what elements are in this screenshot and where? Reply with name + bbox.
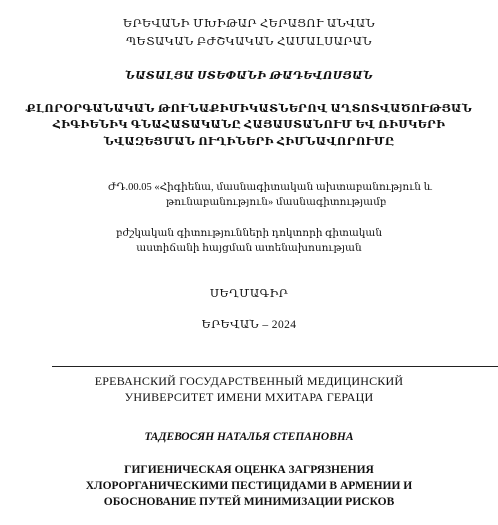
armenian-title-line-2: ՀԻԳԻԵՆԻԿ ԳՆԱՀԱՏԱԿԱՆԸ ՀԱՅԱՍՏԱՆՈՒՄ ԵՎ ՌԻՍԿԵՐԻ — [52, 119, 446, 131]
armenian-title-line-3: ՆՎԱԶԵՑՄԱՆ ՈՒՂԻՆԵՐԻ ՀԻՄՆԱՎՈՐՈՒՄԸ — [103, 136, 395, 148]
armenian-university-line-2: ՊԵՏԱԿԱՆ ԲԺՇԿԱԿԱՆ ՀԱՄԱԼՍԱՐԱՆ — [126, 36, 372, 48]
section-divider — [52, 366, 498, 367]
armenian-abstract-label: ՍԵՂՄԱԳԻՐ — [209, 288, 289, 300]
armenian-university-line-1: ԵՐԵՎԱՆԻ ՄԽԻԹԱՐ ՀԵՐԱՑՈՒ ԱՆՎԱՆ — [123, 18, 375, 30]
armenian-specialty-block — [108, 180, 468, 210]
armenian-title-line-1: ՔԼՈՐՕՐԳԱՆԱԿԱՆ ԹՈՒՆԱՔԻՄԻԿԱՏՆԵՐՈՎ ԱՂՏՈՏՎԱԾՈՒԹՅԱՆ — [25, 103, 473, 115]
armenian-degree-line-1: բժշկական գիտությունների դոկտորի գիտական — [115, 228, 383, 239]
russian-title-line-2: ХЛОРОРГАНИЧЕСКИМИ ПЕСТИЦИДАМИ В АРМЕНИИ И — [85, 480, 413, 492]
russian-title-line-1: ГИГИЕНИЧЕСКАЯ ОЦЕНКА ЗАГРЯЗНЕНИЯ — [124, 464, 374, 476]
armenian-degree-line-2: աստիճանի հայցման ատենախոսության — [136, 243, 362, 254]
armenian-city-year: ԵՐԵՎԱՆ – 2024 — [201, 319, 297, 331]
armenian-specialty-line-2: թունաբանություն» մասնագիտությամբ — [166, 197, 387, 208]
russian-university-line-1: ЕРЕВАНСКИЙ ГОСУДАРСТВЕННЫЙ МЕДИЦИНСКИЙ — [94, 374, 404, 388]
russian-author-name: ТАДЕВОСЯН НАТАЛЬЯ СТЕПАНОВНА — [144, 431, 354, 443]
armenian-specialty-line-1: «Հիգիենա, մասնագիտական ախտաբանություն և — [154, 182, 432, 193]
armenian-author-name: ՆԱՏԱԼՅԱ ՍՏԵՓԱՆԻ ԹԱԴԵՎՈՍՅԱՆ — [124, 70, 374, 82]
armenian-specialty-code: ԺԴ.00.05 — [108, 182, 152, 193]
russian-title-line-3: ОБОСНОВАНИЕ ПУТЕЙ МИНИМИЗАЦИИ РИСКОВ — [103, 496, 395, 508]
russian-university-line-2: УНИВЕРСИТЕТ ИМЕНИ МХИТАРА ГЕРАЦИ — [124, 390, 374, 404]
